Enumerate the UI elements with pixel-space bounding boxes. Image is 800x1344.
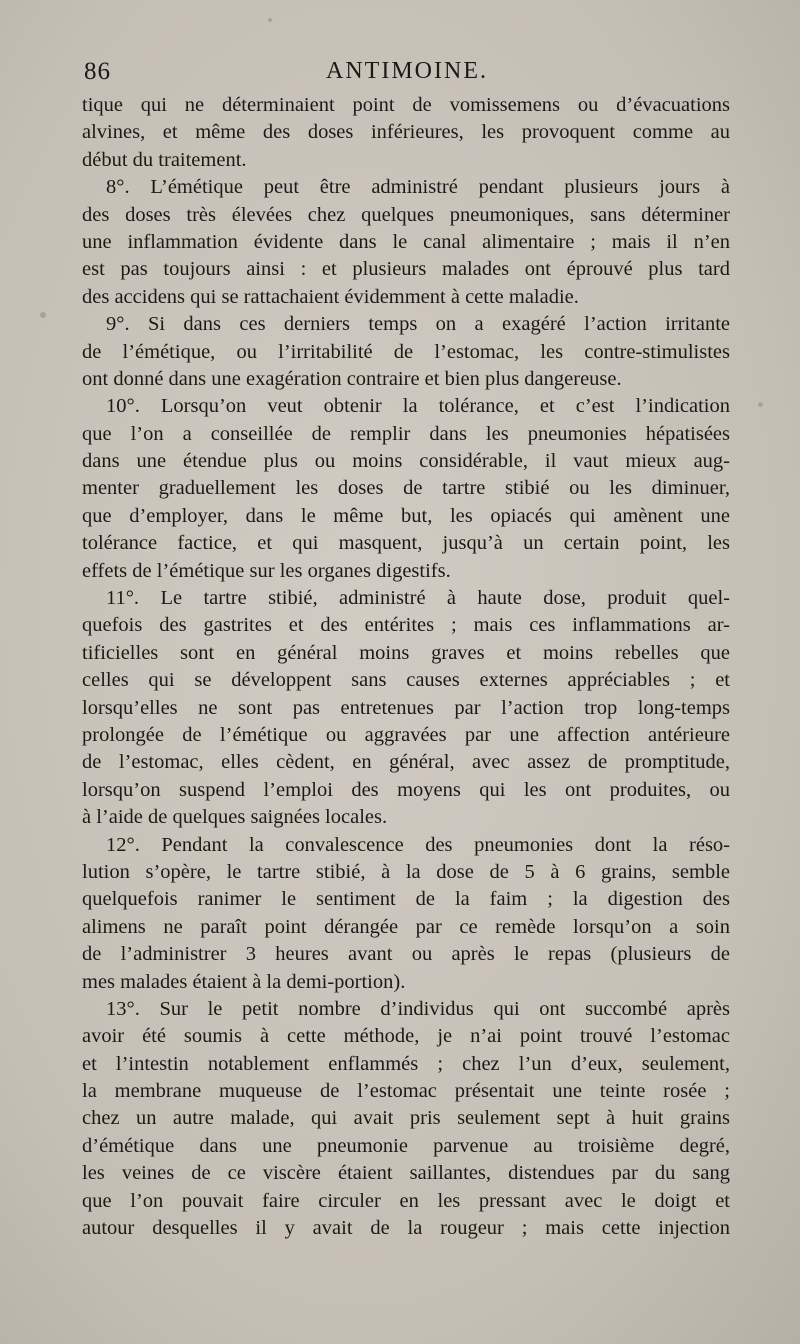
text-line: à l’aide de quelques saignées locales.	[82, 806, 388, 829]
text-line: de l’estomac, elles cèdent, en général, avec assez de promptitude,	[82, 751, 730, 774]
text-line: 11°. Le tartre stibié, administré à haute dose, produit quel-	[106, 587, 730, 610]
text-line: de l’administrer 3 heures avant ou après le repas (plusieurs de	[82, 943, 730, 966]
text-line: que l’on a conseillée de remplir dans les pneumonies hépatisées	[82, 422, 730, 445]
text-line: effets de l’émétique sur les organes digestifs.	[82, 559, 451, 582]
text-line: 10°. Lorsqu’on veut obtenir la tolérance, et c’est l’indication	[106, 395, 730, 418]
text-line: menter graduellement les doses de tartre stibié ou les diminuer,	[82, 477, 730, 500]
text-line: 8°. L’émétique peut être administré pendant plusieurs jours à	[106, 176, 730, 199]
text-line: lution s’opère, le tartre stibié, à la dose de 5 à 6 grains, semble	[82, 860, 730, 883]
text-line: est pas toujours ainsi : et plusieurs malades ont éprouvé plus tard	[82, 258, 730, 281]
text-line: 9°. Si dans ces derniers temps on a exagéré l’action irritante	[106, 313, 730, 336]
text-line: tique qui ne déterminaient point de vomissemens ou d’évacuations	[82, 94, 730, 116]
text-line: d’émétique dans une pneumonie parvenue au troisième degré,	[82, 1134, 730, 1157]
text-line: la membrane muqueuse de l’estomac présentait une teinte rosée ;	[82, 1080, 730, 1103]
text-line: autour desquelles il y avait de la rougeur ; mais cette injection	[82, 1217, 730, 1240]
paper-spot	[40, 312, 46, 318]
page-header	[84, 52, 730, 88]
body-text	[82, 92, 730, 1242]
text-line: prolongée de l’émétique ou aggravées par une affection antérieure	[82, 723, 730, 746]
text-line: les veines de ce viscère étaient saillantes, distendues par du sang	[82, 1162, 730, 1185]
text-line: que d’employer, dans le même but, les opiacés qui amènent une	[82, 504, 730, 527]
text-line: 12°. Pendant la convalescence des pneumonies dont la réso-	[106, 833, 730, 856]
text-line: mes malades étaient à la demi-portion).	[82, 970, 406, 993]
text-line: lorsqu’on suspend l’emploi des moyens qui les ont produites, ou	[82, 778, 730, 801]
running-title: ANTIMOINE.	[326, 58, 488, 84]
text-line: quelquefois ranimer le sentiment de la faim ; la digestion des	[82, 888, 730, 911]
text-line: 13°. Sur le petit nombre d’individus qui ont succombé après	[106, 997, 730, 1020]
text-line: tolérance factice, et qui masquent, jusqu’à un certain point, les	[82, 532, 730, 555]
text-line: dans une étendue plus ou moins considérable, il vaut mieux aug-	[82, 450, 730, 473]
text-line: des doses très élevées chez quelques pneumoniques, sans déterminer	[82, 203, 730, 226]
page-number: 86	[84, 58, 111, 85]
text-line: alvines, et même des doses inférieures, les provoquent comme au	[82, 121, 730, 144]
text-line: une inflammation évidente dans le canal alimentaire ; mais il n’en	[82, 230, 730, 253]
text-line: tificielles sont en général moins graves et moins rebelles que	[82, 641, 730, 664]
text-line: chez un autre malade, qui avait pris seulement sept à huit grains	[82, 1107, 730, 1130]
text-line: et l’intestin notablement enflammés ; chez l’un d’eux, seulement,	[82, 1052, 730, 1075]
paper-spot	[268, 18, 272, 22]
text-line: avoir été soumis à cette méthode, je n’ai point trouvé l’estomac	[82, 1025, 730, 1048]
text-line: celles qui se développent sans causes externes appréciables ; et	[82, 669, 730, 692]
text-line: ont donné dans une exagération contraire et bien plus dangereuse.	[82, 367, 622, 390]
paper-spot	[758, 402, 763, 407]
text-line: de l’émétique, ou l’irritabilité de l’estomac, les contre-stimulistes	[82, 340, 730, 363]
text-line: quefois des gastrites et des entérites ; mais ces inflammations ar-	[82, 614, 730, 637]
text-line: lorsqu’elles ne sont pas entretenues par l’action trop long-temps	[82, 696, 730, 719]
text-line: début du traitement.	[82, 148, 247, 171]
text-line: que l’on pouvait faire circuler en les pressant avec le doigt et	[82, 1189, 730, 1212]
text-line: alimens ne paraît point dérangée par ce remède lorsqu’on a soin	[82, 915, 730, 938]
text-line: des accidens qui se rattachaient évidemment à cette maladie.	[82, 285, 579, 308]
